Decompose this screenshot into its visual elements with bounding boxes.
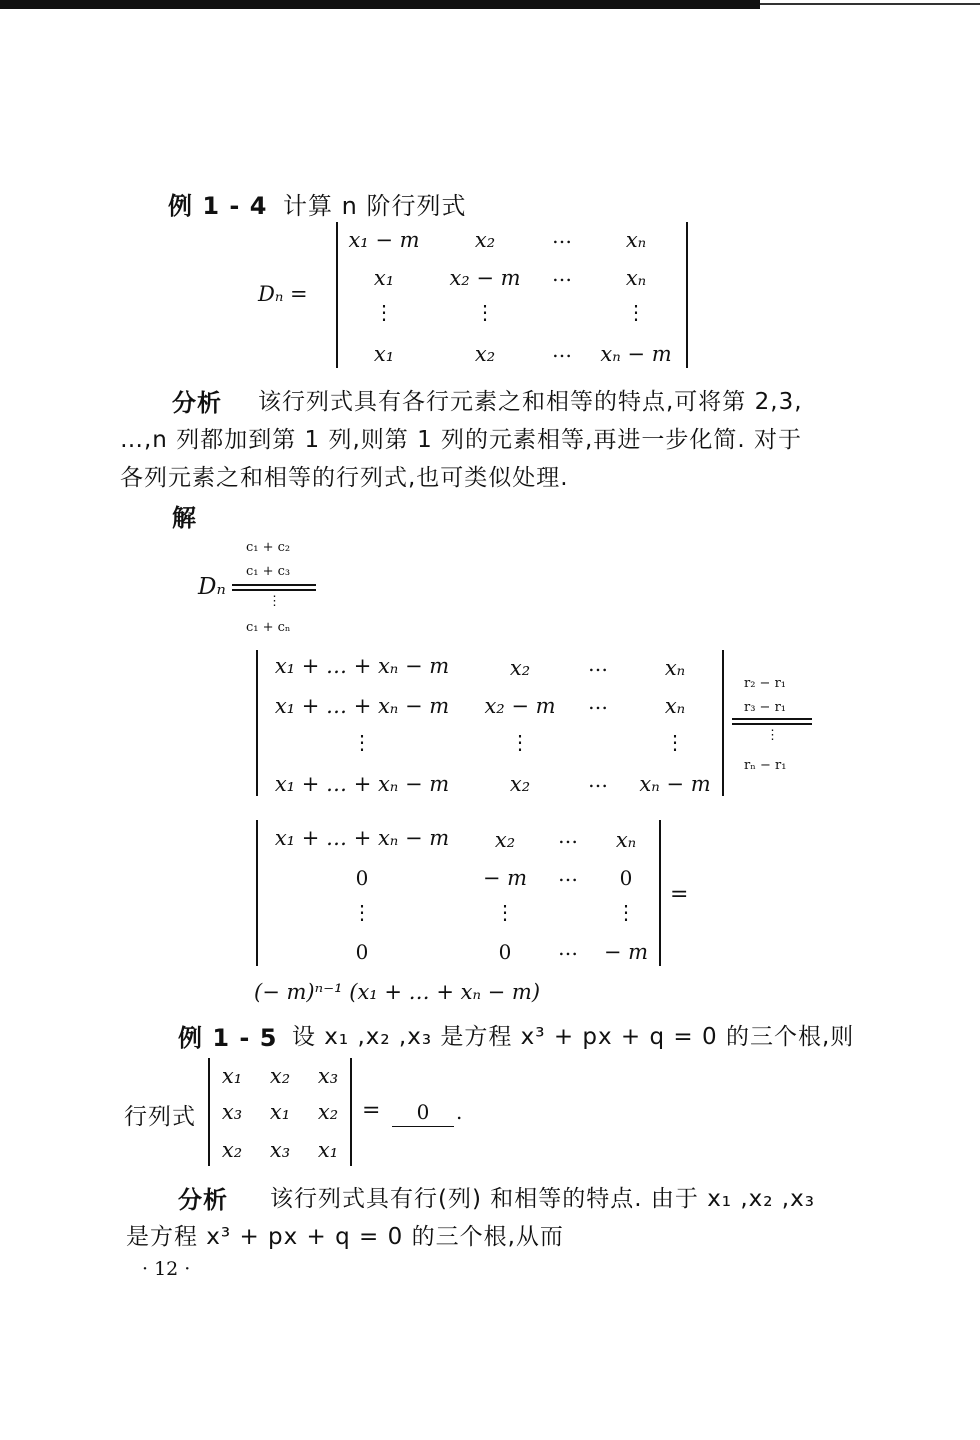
det1-cell: x₁ − m (348, 228, 420, 252)
det1-cell: x₁ (373, 266, 395, 290)
det4-cell: x₃ (221, 1100, 243, 1124)
det3-cell: x₁ + … + xₙ − m (274, 826, 450, 850)
det2-cell: xₙ − m (639, 772, 711, 796)
det1-cell: x₂ (474, 228, 496, 252)
answer-underline (392, 1126, 454, 1127)
col-op: ⋮ (268, 594, 281, 609)
col-op: c₁ + cₙ (246, 620, 291, 635)
det3-cell: … (558, 824, 578, 848)
analysis-label-1: 分析 (172, 389, 222, 417)
analysis-2-line-1: 该行列式具有行(列) 和相等的特点. 由于 x₁ ,x₂ ,x₃ (270, 1186, 815, 1212)
det3-cell: − m (603, 940, 649, 964)
det3-cell: 0 (355, 940, 369, 964)
det2-cell: x₂ (509, 656, 531, 680)
col-op: c₁ + c₃ (246, 564, 291, 579)
analysis-label-2: 分析 (178, 1186, 228, 1214)
answer-value: 0 (416, 1100, 430, 1124)
answer-period: . (456, 1100, 463, 1124)
det3-cell: x₂ (494, 828, 516, 852)
det2-cell: xₙ (664, 656, 686, 680)
row-op-line-top (732, 718, 812, 720)
page-number: · 12 · (142, 1258, 191, 1280)
det3-cell: 0 (498, 940, 512, 964)
det2-cell: xₙ (664, 694, 686, 718)
equals-sign: = (670, 882, 689, 907)
det2-cell: … (588, 768, 608, 792)
det1-cell: xₙ − m (600, 342, 672, 366)
dn-equals: Dₙ = (258, 282, 308, 306)
det4-left-bar (208, 1058, 210, 1166)
analysis-1-line-1: 该行列式具有各行元素之和相等的特点,可将第 2,3, (258, 389, 803, 415)
row-op-line-bottom (732, 723, 812, 725)
det2-cell: x₂ (509, 772, 531, 796)
det1-cell: ⋮ (374, 300, 394, 324)
analysis-1-line-2: …,n 列都加到第 1 列,则第 1 列的元素相等,再进一步化简. 对于 (120, 427, 802, 453)
det3-cell: − m (482, 866, 528, 890)
det2-cell: … (588, 690, 608, 714)
det3-left-bar (256, 820, 258, 966)
col-op-line-bottom (232, 589, 316, 591)
det1-cell: ⋮ (626, 300, 646, 324)
example-1-5-label: 例 1 - 5 (178, 1024, 278, 1052)
det3-cell: … (558, 862, 578, 886)
example-1-5-statement: 设 x₁ ,x₂ ,x₃ 是方程 x³ + px + q = 0 的三个根,则 (292, 1024, 855, 1050)
det4-cell: x₃ (269, 1138, 291, 1162)
det3-cell: ⋮ (495, 900, 515, 924)
det1-right-bar (686, 222, 688, 368)
det2-left-bar (256, 650, 258, 796)
example-1-4-title: 计算 n 阶行列式 (283, 192, 467, 220)
det1-left-bar (336, 222, 338, 368)
scan-top-border-thin (760, 3, 980, 5)
det2-right-bar (722, 650, 724, 796)
det4-cell: x₁ (317, 1138, 339, 1162)
det2-cell: x₁ + … + xₙ − m (274, 772, 450, 796)
det2-cell: ⋮ (665, 730, 685, 754)
det4-cell: x₃ (317, 1064, 339, 1088)
det1-cell: ⋮ (475, 300, 495, 324)
det2-cell: x₂ − m (484, 694, 556, 718)
det3-cell: 0 (355, 866, 369, 890)
det3-right-bar (659, 820, 661, 966)
row-op: r₂ − r₁ (744, 676, 787, 691)
det1-cell: x₂ (474, 342, 496, 366)
col-op: c₁ + c₂ (246, 540, 291, 555)
det1-cell: x₂ − m (449, 266, 521, 290)
example-1-4-label: 例 1 - 4 (168, 192, 268, 220)
scan-top-border (0, 0, 760, 9)
row-op: rₙ − r₁ (744, 758, 787, 773)
det1-cell: … (552, 338, 572, 362)
det4-cell: x₂ (221, 1138, 243, 1162)
det2-cell: x₁ + … + xₙ − m (274, 654, 450, 678)
det2-cell: ⋮ (352, 730, 372, 754)
solution-label: 解 (172, 504, 197, 532)
analysis-2-line-2: 是方程 x³ + px + q = 0 的三个根,从而 (126, 1224, 564, 1250)
det4-cell: x₁ (221, 1064, 243, 1088)
det4-right-bar (350, 1058, 352, 1166)
det4-cell: x₁ (269, 1100, 291, 1124)
det-label: 行列式 (124, 1104, 196, 1130)
final-result: (− m)ⁿ⁻¹ (x₁ + … + xₙ − m) (254, 980, 541, 1004)
det3-cell: 0 (619, 866, 633, 890)
det1-cell: xₙ (625, 266, 647, 290)
row-op: r₃ − r₁ (744, 700, 787, 715)
det1-cell: … (552, 224, 572, 248)
det2-cell: ⋮ (510, 730, 530, 754)
det1-cell: … (552, 262, 572, 286)
equals-sign-2: = (362, 1098, 381, 1123)
det2-cell: … (588, 652, 608, 676)
analysis-1-line-3: 各列元素之和相等的行列式,也可类似处理. (120, 465, 569, 491)
row-op: ⋮ (766, 728, 779, 743)
solution-dn: Dₙ (198, 574, 226, 600)
det3-cell: xₙ (615, 828, 637, 852)
det2-cell: x₁ + … + xₙ − m (274, 694, 450, 718)
det3-cell: ⋮ (616, 900, 636, 924)
det3-cell: ⋮ (352, 900, 372, 924)
det1-cell: x₁ (373, 342, 395, 366)
det3-cell: … (558, 936, 578, 960)
det4-cell: x₂ (317, 1100, 339, 1124)
col-op-line-top (232, 584, 316, 586)
det1-cell: xₙ (625, 228, 647, 252)
det4-cell: x₂ (269, 1064, 291, 1088)
